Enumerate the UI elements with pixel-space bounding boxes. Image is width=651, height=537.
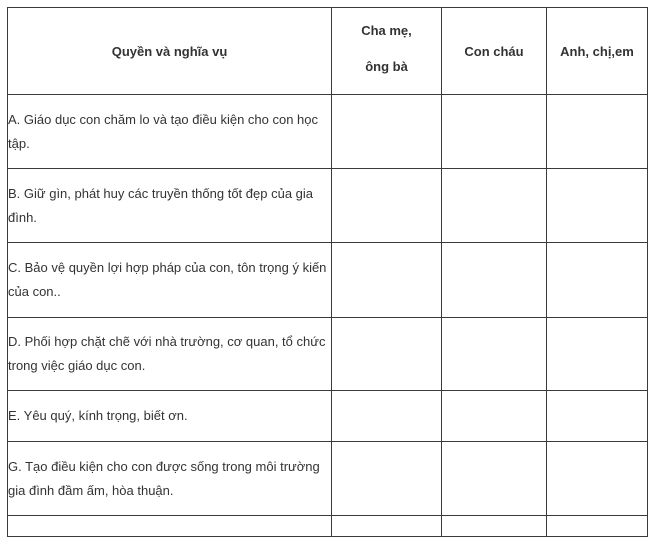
cell-children[interactable]: [442, 243, 547, 318]
cell-children[interactable]: [442, 391, 547, 442]
cell-siblings[interactable]: [547, 318, 648, 391]
header-parents-grandparents: [332, 8, 442, 95]
cell-children[interactable]: [442, 516, 547, 537]
row-description: D. Phối hợp chặt chẽ với nhà trường, cơ quan, tổ chức trong việc giáo dục con.: [8, 318, 332, 391]
table-row: [8, 442, 648, 516]
cell-children[interactable]: [442, 318, 547, 391]
cell-parents[interactable]: [332, 169, 442, 243]
header-row: [8, 8, 648, 95]
row-description: G. Tạo điều kiện cho con được sống trong môi trường gia đình đầm ấm, hòa thuận.: [8, 442, 332, 516]
row-description: A. Giáo dục con chăm lo và tạo điều kiện cho con học tập.: [8, 95, 332, 169]
table-row: [8, 318, 648, 391]
cell-parents[interactable]: [332, 391, 442, 442]
cell-children[interactable]: [442, 169, 547, 243]
cell-parents[interactable]: [332, 516, 442, 537]
table-row: [8, 243, 648, 318]
cell-children[interactable]: [442, 95, 547, 169]
header-children-grandchildren: Con cháu: [442, 8, 547, 95]
cell-siblings[interactable]: [547, 391, 648, 442]
cell-children[interactable]: [442, 442, 547, 516]
row-description: C. Bảo vệ quyền lợi hợp pháp của con, tôn trọng ý kiến của con..: [8, 243, 332, 318]
cell-siblings[interactable]: [547, 243, 648, 318]
table-row: [8, 391, 648, 442]
cell-siblings[interactable]: [547, 442, 648, 516]
cell-parents[interactable]: [332, 95, 442, 169]
row-description: B. Giữ gìn, phát huy các truyền thống tốt đẹp của gia đình.: [8, 169, 332, 243]
cell-parents[interactable]: [332, 243, 442, 318]
cell-siblings[interactable]: [547, 95, 648, 169]
header-parents-line2: ông bà: [365, 59, 408, 74]
row-description: E. Yêu quý, kính trọng, biết ơn.: [8, 391, 332, 442]
cell-siblings[interactable]: [547, 169, 648, 243]
cell-parents[interactable]: [332, 318, 442, 391]
row-description: [8, 516, 332, 537]
header-parents-line1: Cha mẹ,: [361, 23, 412, 38]
rights-duties-table: [7, 7, 648, 537]
cell-parents[interactable]: [332, 442, 442, 516]
table-row-partial: [8, 516, 648, 537]
table-row: [8, 169, 648, 243]
cell-siblings[interactable]: [547, 516, 648, 537]
header-siblings: Anh, chị,em: [547, 8, 648, 95]
table-row: [8, 95, 648, 169]
header-rights-duties: Quyền và nghĩa vụ: [8, 8, 332, 95]
